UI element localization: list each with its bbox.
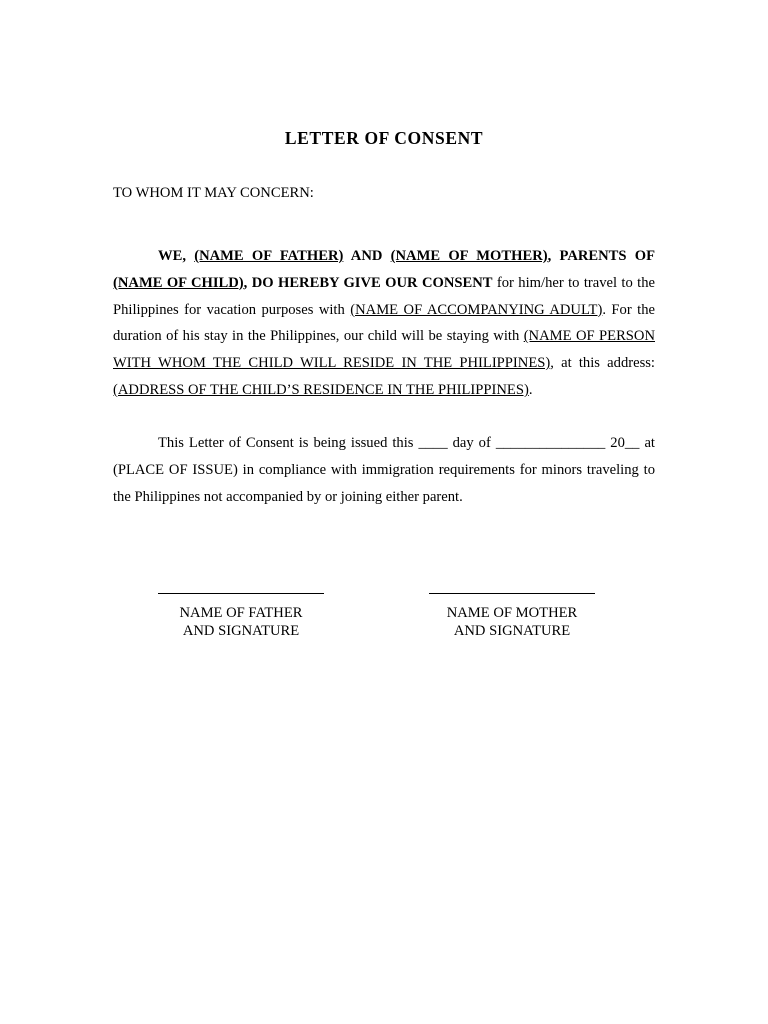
consent-text: , DO HEREBY GIVE OUR CONSENT <box>243 274 493 291</box>
mother-signature-line <box>429 593 595 594</box>
mother-signature-label-1: NAME OF MOTHER <box>446 605 578 621</box>
mother-signature-label-2: AND SIGNATURE <box>453 623 571 639</box>
and-text: AND <box>343 248 391 264</box>
father-signature-line <box>158 593 324 594</box>
consent-paragraph <box>113 243 655 404</box>
child-name-placeholder: (NAME OF CHILD) <box>113 274 244 291</box>
issuance-paragraph: This Letter of Consent is being issued this ____ day of _______________ 20__ at (PLACE OF ISSUE) in compliance with immigration requirements for minors traveling to the Philippines not accompanied by or joining either parent. <box>113 435 655 505</box>
duration-text: . For the duration of his stay in the Philippines, our child will be staying with <box>113 301 655 345</box>
father-signature-block <box>158 578 324 640</box>
parents-of-text: , PARENTS OF <box>547 248 656 264</box>
period-text: . <box>528 381 533 398</box>
mother-name-placeholder: (NAME OF MOTHER) <box>390 248 548 264</box>
document-title: LETTER OF CONSENT <box>284 128 484 148</box>
mother-signature-block <box>429 578 595 640</box>
father-name-placeholder: (NAME OF FATHER) <box>194 248 344 264</box>
address-intro-text: , at this address: <box>550 355 655 372</box>
father-signature-label-2: AND SIGNATURE <box>182 623 300 639</box>
we-text: WE, <box>158 248 195 264</box>
accompanying-adult-placeholder: (NAME OF ACCOMPANYING ADULT) <box>350 301 603 318</box>
travel-text: for him/her to travel to the Philippines for vacation purposes with <box>113 274 655 318</box>
salutation: TO WHOM IT MAY CONCERN: <box>113 185 314 201</box>
residence-address-placeholder: (ADDRESS OF THE CHILD’S RESIDENCE IN THE PHILIPPINES) <box>113 381 529 398</box>
resident-person-placeholder: (NAME OF PERSON WITH WHOM THE CHILD WILL RESIDE IN THE PHILIPPINES) <box>113 328 655 372</box>
father-signature-label-1: NAME OF FATHER <box>179 605 303 621</box>
